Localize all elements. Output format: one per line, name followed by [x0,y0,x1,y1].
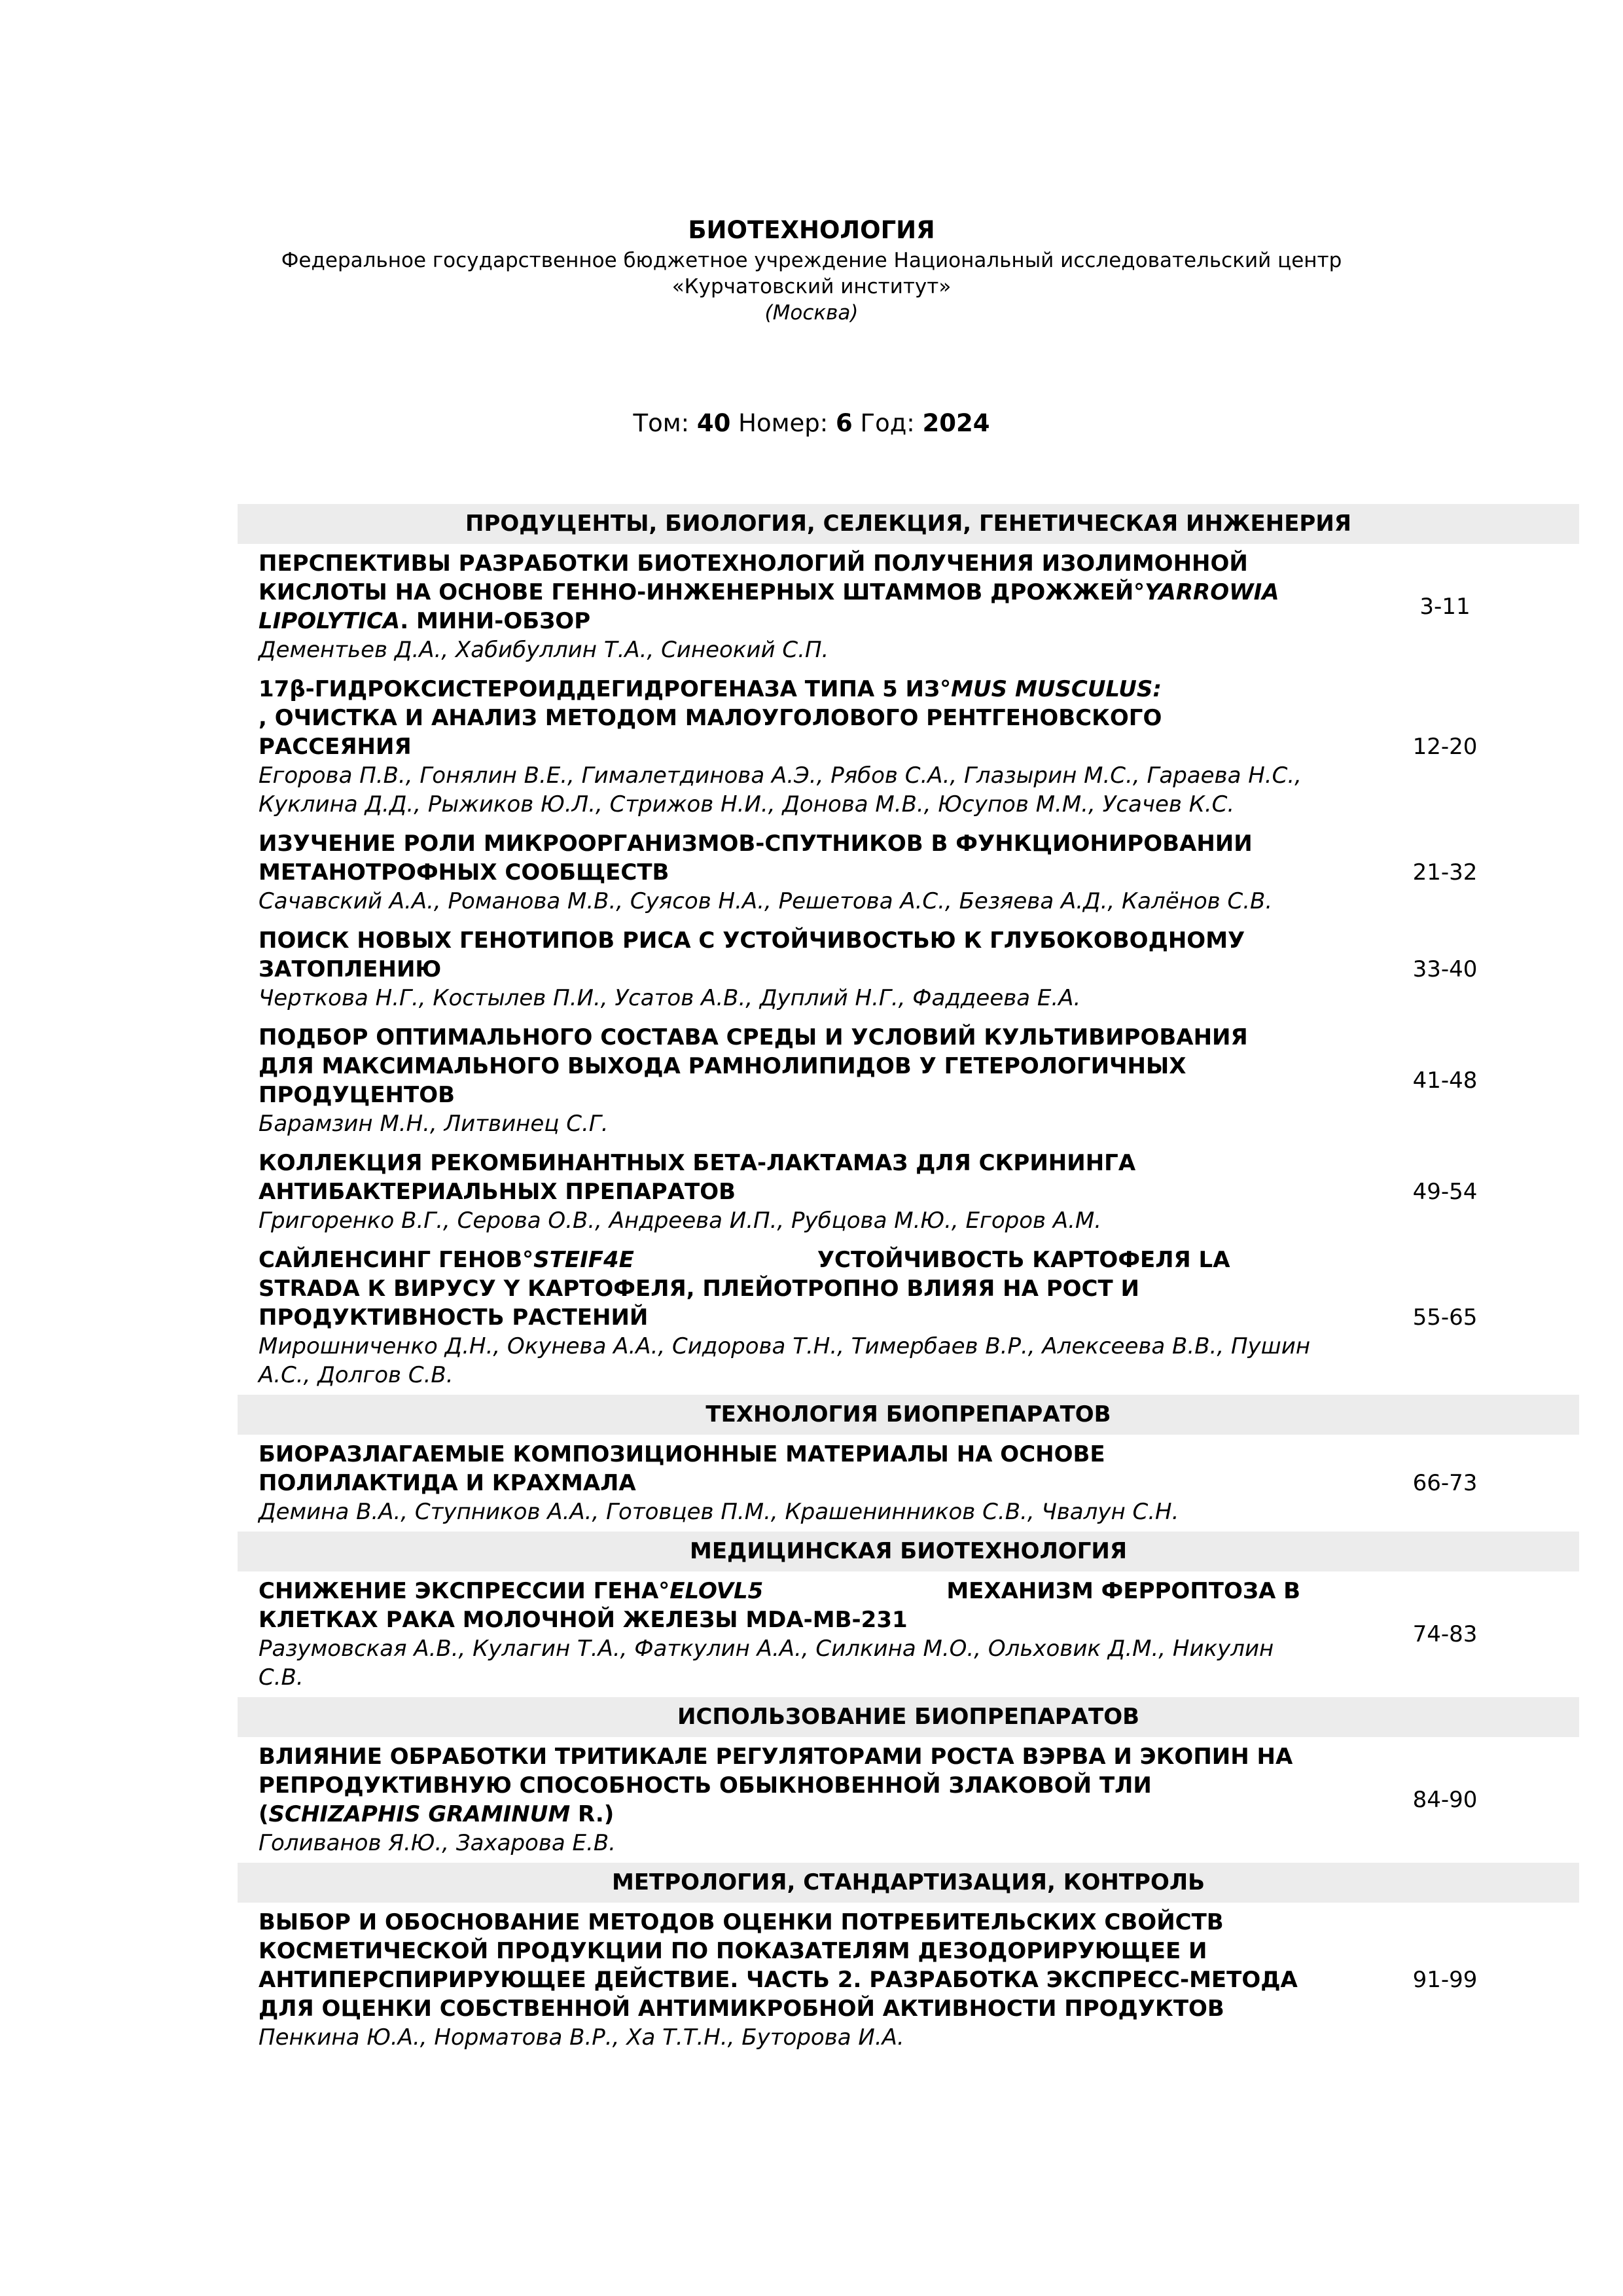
article-entry[interactable] [238,1435,1579,1532]
section-heading: ТЕХНОЛОГИЯ БИОПРЕПАРАТОВ [238,1395,1579,1435]
journal-title: БИОТЕХНОЛОГИЯ [688,216,935,244]
article-title[interactable] [259,1577,1311,1634]
title-text: МЕХАНИЗМ ФЕРРОПТОЗА В КЛЕТКАХ РАКА МОЛОЧНОЙ ЖЕЛЕЗЫ MDA-MB-231 [259,1578,1301,1633]
article-authors: Мирошниченко Д.Н., Окунева А.А., Сидорова Т.Н., Тимербаев В.Р., Алексеева В.В., Пушин А.С., Долгов С.В. [259,1333,1311,1388]
article-pages: 21-32 [1412,859,1478,886]
year-label: Год: [860,409,915,437]
article-pages: 66-73 [1412,1470,1478,1496]
article-body [238,926,1311,1013]
article-body [238,675,1311,819]
article-entry[interactable] [238,544,1579,670]
publisher-institute: «Курчатовский институт» [671,275,952,298]
title-text: КОЛЛЕКЦИЯ РЕКОМБИНАНТНЫХ БЕТА-ЛАКТАМАЗ ДЛЯ СКРИНИНГА АНТИБАКТЕРИАЛЬНЫХ ПРЕПАРАТОВ [259,1150,1136,1205]
title-text: ПОДБОР ОПТИМАЛЬНОГО СОСТАВА СРЕДЫ И УСЛОВИЙ КУЛЬТИВИРОВАНИЯ ДЛЯ МАКСИМАЛЬНОГО ВЫХОДА РАМНОЛИПИДОВ У ГЕТЕРОЛОГИЧНЫХ ПРОДУЦЕНТОВ [259,1024,1248,1108]
title-text: . МИНИ-ОБЗОР [400,608,591,634]
title-text: СНИЖЕНИЕ ЭКСПРЕССИИ ГЕНА° [259,1578,670,1604]
title-text: САЙЛЕНСИНГ ГЕНОВ° [259,1247,534,1273]
volume-value: 40 [696,409,731,437]
article-pages: 74-83 [1412,1621,1478,1647]
article-title[interactable] [259,1440,1311,1498]
title-species-name: ELOVL5 [669,1578,764,1604]
article-entry[interactable] [238,1571,1579,1697]
article-pages: 12-20 [1412,734,1478,760]
article-pages: 49-54 [1412,1179,1478,1205]
article-title[interactable] [259,549,1311,636]
article-body [238,549,1311,664]
title-text: УСТОЙЧИВОСТЬ КАРТОФЕЛЯ LA STRADA К ВИРУСУ Y КАРТОФЕЛЯ, ПЛЕЙОТРОПНО ВЛИЯЯ НА РОСТ И ПРОДУКТИВНОСТЬ РАСТЕНИЙ [259,1247,1230,1331]
article-entry[interactable] [238,670,1579,824]
article-body [238,1246,1311,1390]
title-species-name: STEIF4E [533,1247,634,1273]
article-authors: Григоренко В.Г., Серова О.В., Андреева И.П., Рубцова М.Ю., Егоров А.М. [259,1208,1102,1234]
article-title[interactable] [259,675,1311,761]
article-entry[interactable] [238,1143,1579,1240]
section-heading: ПРОДУЦЕНТЫ, БИОЛОГИЯ, СЕЛЕКЦИЯ, ГЕНЕТИЧЕСКАЯ ИНЖЕНЕРИЯ [238,504,1579,544]
table-of-contents [238,504,1579,2057]
article-title[interactable] [259,1149,1311,1206]
article-title[interactable] [259,1246,1311,1332]
publisher-city: (Москва) [764,301,859,325]
article-pages: 33-40 [1412,956,1478,982]
article-authors: Дементьев Д.А., Хабибуллин Т.А., Синеокий С.П. [259,637,829,663]
section-heading: МЕТРОЛОГИЯ, СТАНДАРТИЗАЦИЯ, КОНТРОЛЬ [238,1863,1579,1903]
title-text: ВЫБОР И ОБОСНОВАНИЕ МЕТОДОВ ОЦЕНКИ ПОТРЕБИТЕЛЬСКИХ СВОЙСТВ КОСМЕТИЧЕСКОЙ ПРОДУКЦИИ ПО ПОКАЗАТЕЛЯМ ДЕЗОДОРИРУЮЩЕЕ И АНТИПЕРСПИРИРУЮЩЕЕ ДЕЙСТВИЕ. ЧАСТЬ 2. РАЗРАБОТКА ЭКСПРЕСС-МЕТОДА ДЛЯ ОЦЕНКИ СОБСТВЕННОЙ АНТИМИКРОБНОЙ АКТИВНОСТИ ПРОДУКТОВ [259,1909,1298,2022]
article-title[interactable] [259,1023,1311,1109]
publisher-name: Федеральное государственное бюджетное учреждение Национальный исследовательский центр [281,249,1342,272]
article-pages: 91-99 [1412,1967,1478,1993]
journal-header [0,213,1623,326]
title-species-name: SCHIZAPHIS GRAMINUM [268,1801,571,1827]
article-title[interactable] [259,926,1311,984]
title-text: ПЕРСПЕКТИВЫ РАЗРАБОТКИ БИОТЕХНОЛОГИЙ ПОЛУЧЕНИЯ ИЗОЛИМОННОЙ КИСЛОТЫ НА ОСНОВЕ ГЕННО-ИНЖЕНЕРНЫХ ШТАММОВ ДРОЖЖЕЙ° [259,550,1248,605]
article-title[interactable] [259,1908,1311,2023]
article-authors: Демина В.А., Ступников А.А., Готовцев П.М., Крашенинников С.В., Чвалун С.Н. [259,1499,1179,1525]
article-entry[interactable] [238,1018,1579,1143]
title-text: ВЛИЯНИЕ ОБРАБОТКИ ТРИТИКАЛЕ РЕГУЛЯТОРАМИ РОСТА ВЭРВА И ЭКОПИН НА РЕПРОДУКТИВНУЮ СПОСОБНОСТЬ ОБЫКНОВЕННОЙ ЗЛАКОВОЙ ТЛИ ( [259,1744,1293,1827]
title-text: , ОЧИСТКА И АНАЛИЗ МЕТОДОМ МАЛОУГОЛОВОГО РЕНТГЕНОВСКОГО РАССЕЯНИЯ [259,705,1162,760]
article-entry[interactable] [238,1737,1579,1863]
article-title[interactable] [259,1742,1311,1829]
year-value: 2024 [922,409,990,437]
article-entry[interactable] [238,1240,1579,1395]
article-body [238,1149,1311,1235]
article-body [238,1440,1311,1526]
section-heading: МЕДИЦИНСКАЯ БИОТЕХНОЛОГИЯ [238,1532,1579,1571]
article-pages: 41-48 [1412,1067,1478,1094]
volume-label: Том: [633,409,690,437]
title-species-name: MUS MUSCULUS: [951,676,1162,702]
article-authors: Разумовская А.В., Кулагин Т.А., Фаткулин А.А., Силкина М.О., Ольховик Д.М., Никулин С.В. [259,1636,1274,1691]
article-pages: 55-65 [1412,1304,1478,1331]
article-authors: Барамзин М.Н., Литвинец С.Г. [259,1111,609,1137]
section-heading: ИСПОЛЬЗОВАНИЕ БИОПРЕПАРАТОВ [238,1697,1579,1737]
article-body [238,829,1311,916]
title-text: БИОРАЗЛАГАЕМЫЕ КОМПОЗИЦИОННЫЕ МАТЕРИАЛЫ НА ОСНОВЕ ПОЛИЛАКТИДА И КРАХМАЛА [259,1441,1105,1496]
article-body [238,1908,1311,2052]
article-entry[interactable] [238,1903,1579,2057]
number-label: Номер: [738,409,829,437]
article-authors: Сачавский А.А., Романова М.В., Суясов Н.А., Решетова А.С., Безяева А.Д., Калёнов С.В. [259,888,1273,914]
article-body [238,1577,1311,1692]
article-body [238,1023,1311,1138]
number-value: 6 [836,409,853,437]
article-pages: 84-90 [1412,1787,1478,1813]
title-text: 17β-ГИДРОКСИСТЕРОИДДЕГИДРОГЕНАЗА ТИПА 5 ИЗ° [259,676,952,702]
issue-info [0,407,1623,440]
article-authors: Егорова П.В., Гонялин В.Е., Гималетдинова А.Э., Рябов С.А., Глазырин М.С., Гараева Н.С., Куклина Д.Д., Рыжиков Ю.Л., Стрижов Н.И., Донова М.В., Юсупов М.М., Усачев К.С. [259,762,1302,817]
title-text: ПОИСК НОВЫХ ГЕНОТИПОВ РИСА С УСТОЙЧИВОСТЬЮ К ГЛУБОКОВОДНОМУ ЗАТОПЛЕНИЮ [259,927,1245,982]
title-species-name: YARROWIA LIPOLYTICA [259,579,1279,634]
article-entry[interactable] [238,824,1579,921]
article-body [238,1742,1311,1857]
article-authors: Голиванов Я.Ю., Захарова Е.В. [259,1830,616,1856]
article-pages: 3-11 [1419,594,1471,620]
title-text: R.) [570,1801,615,1827]
article-entry[interactable] [238,921,1579,1018]
title-text: ИЗУЧЕНИЕ РОЛИ МИКРООРГАНИЗМОВ-СПУТНИКОВ В ФУНКЦИОНИРОВАНИИ МЕТАНОТРОФНЫХ СООБЩЕСТВ [259,831,1253,886]
article-authors: Пенкина Ю.А., Норматова В.Р., Ха Т.Т.Н., Буторова И.А. [259,2024,904,2051]
article-title[interactable] [259,829,1311,887]
article-authors: Черткова Н.Г., Костылев П.И., Усатов А.В., Дуплий Н.Г., Фаддеева Е.А. [259,985,1081,1011]
